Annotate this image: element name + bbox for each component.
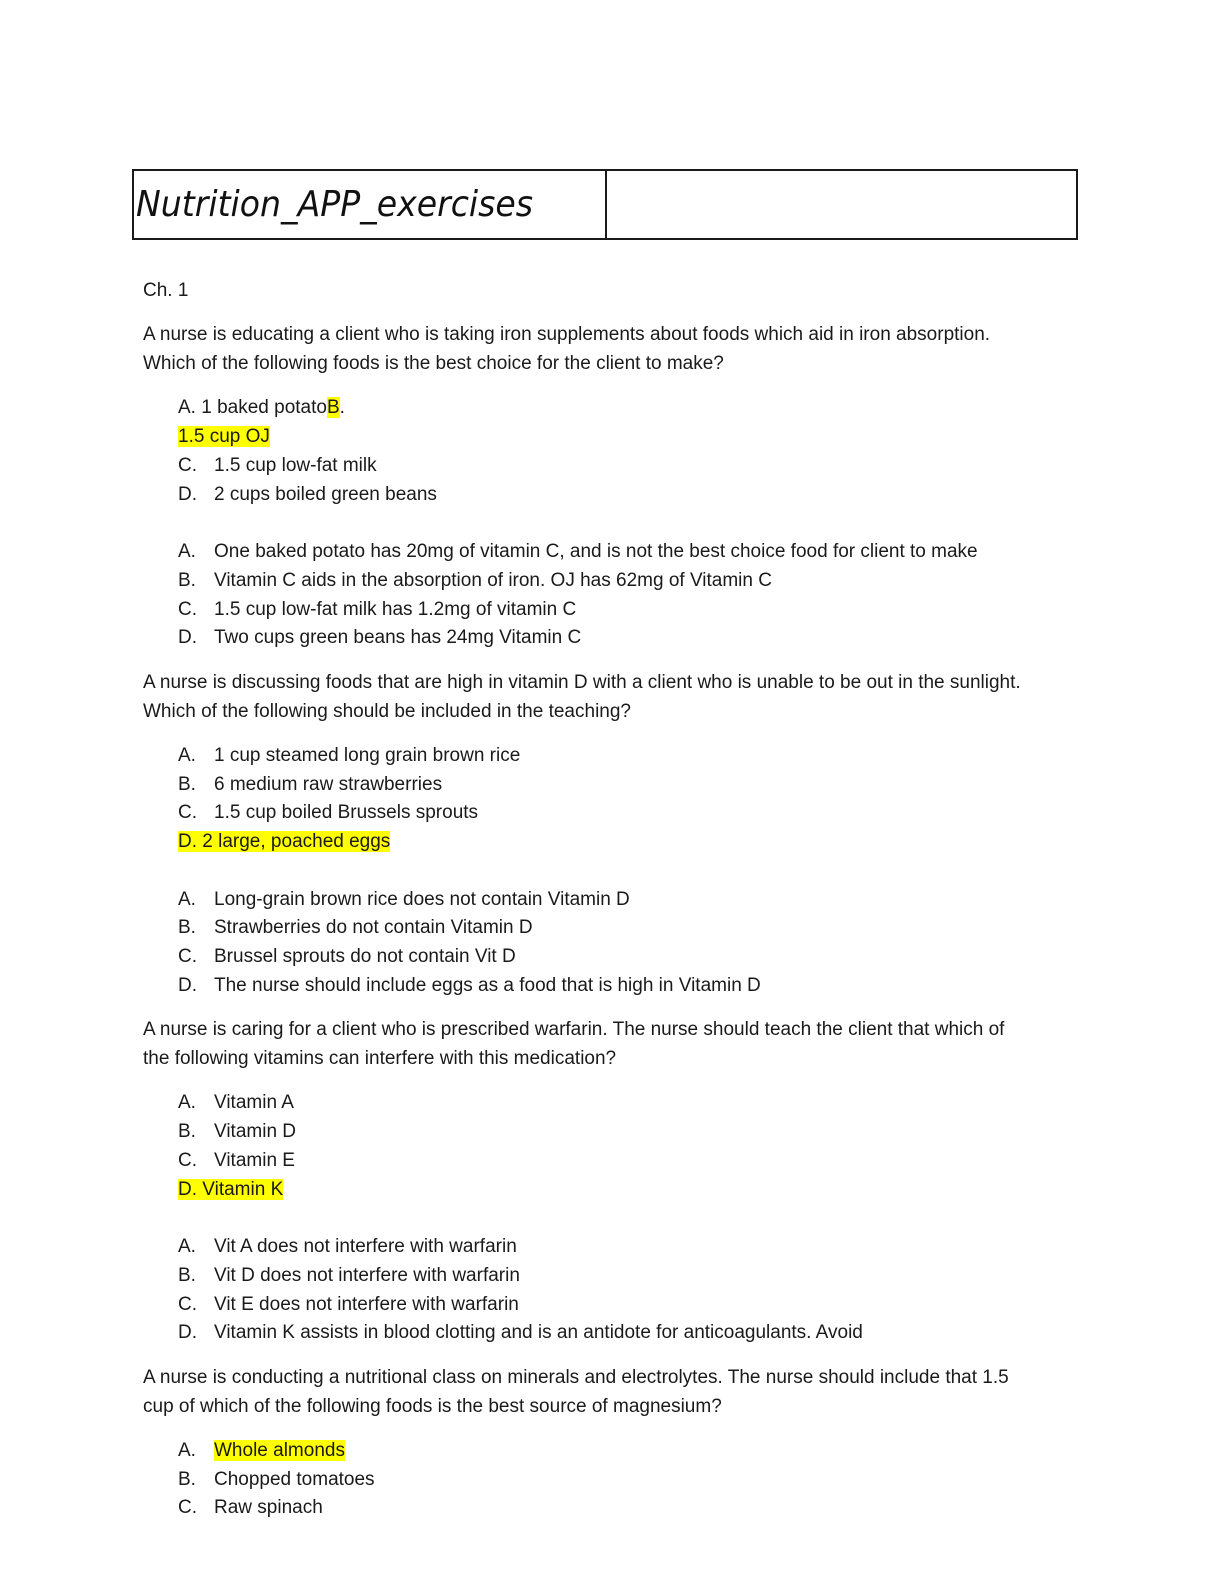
option-text: Vitamin E bbox=[214, 1149, 295, 1171]
correct-answer-highlight: Whole almonds bbox=[214, 1439, 345, 1461]
rationale-letter: B. bbox=[178, 569, 196, 591]
option-a bbox=[143, 1437, 1073, 1466]
option-text: Vitamin A bbox=[214, 1092, 294, 1114]
correct-answer-highlight: D. Vitamin K bbox=[178, 1178, 284, 1200]
question-stem-line: A nurse is conducting a nutritional class on minerals and electrolytes. The nurse should include that 1.5 bbox=[143, 1366, 1009, 1388]
option-text: 1.5 cup low-fat milk bbox=[214, 454, 377, 476]
title-empty-cell bbox=[607, 171, 1076, 238]
option-letter: C. bbox=[178, 1497, 197, 1519]
question-stem-line: A nurse is educating a client who is taking iron supplements about foods which aid in iron absorption. bbox=[143, 324, 991, 346]
option-a bbox=[143, 1089, 1073, 1118]
title-table bbox=[132, 169, 1078, 240]
rationale-text: Vit D does not interfere with warfarin bbox=[214, 1264, 520, 1286]
option-letter: C. bbox=[178, 454, 197, 476]
rationale-text: Brussel sprouts do not contain Vit D bbox=[214, 946, 516, 968]
rationale-text: Two cups green beans has 24mg Vitamin C bbox=[214, 627, 582, 649]
rationale-text: Strawberries do not contain Vitamin D bbox=[214, 917, 533, 939]
correct-answer-highlight: D. 2 large, poached eggs bbox=[178, 831, 391, 853]
option-c bbox=[143, 1147, 1073, 1176]
rationale-text: 1.5 cup low-fat milk has 1.2mg of vitamin C bbox=[214, 598, 577, 620]
rationale-letter: D. bbox=[178, 974, 197, 996]
question-stem-line: Which of the following should be included in the teaching? bbox=[143, 700, 631, 722]
question-stem-line: Which of the following foods is the best choice for the client to make? bbox=[143, 353, 724, 375]
option-d bbox=[143, 481, 1073, 510]
question-1 bbox=[143, 321, 1073, 653]
option-a-trailing: . bbox=[339, 397, 345, 419]
question-stem-line: A nurse is caring for a client who is prescribed warfarin. The nurse should teach the client that which of bbox=[143, 1019, 1005, 1041]
option-b bbox=[143, 771, 1073, 800]
rationale-letter: A. bbox=[178, 1236, 196, 1258]
option-d bbox=[143, 828, 1073, 857]
rationale-letter: C. bbox=[178, 598, 197, 620]
option-letter: C. bbox=[178, 1149, 197, 1171]
rationale-d bbox=[143, 972, 1073, 1001]
option-a bbox=[143, 742, 1073, 771]
option-c bbox=[143, 799, 1073, 828]
option-text: 1 cup steamed long grain brown rice bbox=[214, 744, 521, 766]
rationale-letter: C. bbox=[178, 946, 197, 968]
rationale-c bbox=[143, 943, 1073, 972]
rationale-c bbox=[143, 596, 1073, 625]
correct-answer-highlight: 1.5 cup OJ bbox=[178, 426, 270, 448]
rationale-text: Vit A does not interfere with warfarin bbox=[214, 1236, 517, 1258]
chapter-heading: Ch. 1 bbox=[143, 280, 189, 301]
option-text: Chopped tomatoes bbox=[214, 1468, 375, 1490]
rationale-a bbox=[143, 886, 1073, 915]
question-stem-line: the following vitamins can interfere with this medication? bbox=[143, 1048, 617, 1070]
rationale-text: One baked potato has 20mg of vitamin C, and is not the best choice food for client to make bbox=[214, 541, 978, 563]
option-b bbox=[143, 423, 1073, 452]
rationale-b bbox=[143, 567, 1073, 596]
rationale-c bbox=[143, 1291, 1073, 1320]
option-c bbox=[143, 1494, 1073, 1523]
question-stem-line: cup of which of the following foods is the best source of magnesium? bbox=[143, 1395, 722, 1417]
option-b bbox=[143, 1466, 1073, 1495]
rationale-d bbox=[143, 1319, 1073, 1348]
rationale-letter: D. bbox=[178, 1322, 197, 1344]
document-title: Nutrition_APP_exercises bbox=[136, 184, 534, 225]
rationale-b bbox=[143, 914, 1073, 943]
question-4 bbox=[143, 1364, 1073, 1523]
option-letter: B. bbox=[178, 1468, 196, 1490]
option-letter: C. bbox=[178, 802, 197, 824]
option-c bbox=[143, 452, 1073, 481]
option-letter: A. bbox=[178, 744, 196, 766]
rationale-letter: A. bbox=[178, 541, 196, 563]
option-b-letter-highlight: B bbox=[326, 397, 340, 419]
rationale-letter: B. bbox=[178, 917, 196, 939]
rationale-text: Vitamin K assists in blood clotting and is an antidote for anticoagulants. Avoid bbox=[214, 1322, 863, 1344]
rationale-letter: B. bbox=[178, 1264, 196, 1286]
option-letter: A. bbox=[178, 1439, 196, 1461]
option-letter: B. bbox=[178, 773, 196, 795]
option-text: 6 medium raw strawberries bbox=[214, 773, 443, 795]
rationale-b bbox=[143, 1262, 1073, 1291]
document-body bbox=[143, 277, 1073, 1523]
rationale-letter: D. bbox=[178, 627, 197, 649]
option-text: 2 cups boiled green beans bbox=[214, 483, 437, 505]
rationale-d bbox=[143, 624, 1073, 653]
option-a bbox=[143, 394, 1073, 423]
rationale-text: Long-grain brown rice does not contain Vitamin D bbox=[214, 888, 630, 910]
option-b bbox=[143, 1118, 1073, 1147]
option-letter: D. bbox=[178, 483, 197, 505]
option-text: Vitamin D bbox=[214, 1121, 297, 1143]
option-letter: B. bbox=[178, 1121, 196, 1143]
rationale-text: Vit E does not interfere with warfarin bbox=[214, 1293, 519, 1315]
rationale-letter: C. bbox=[178, 1293, 197, 1315]
question-stem-line: A nurse is discussing foods that are high in vitamin D with a client who is unable to be out in the sunlight. bbox=[143, 671, 1021, 693]
title-cell bbox=[134, 171, 607, 238]
rationale-a bbox=[143, 1233, 1073, 1262]
option-d bbox=[143, 1176, 1073, 1205]
rationale-text: The nurse should include eggs as a food that is high in Vitamin D bbox=[214, 974, 761, 996]
rationale-text: Vitamin C aids in the absorption of iron. OJ has 62mg of Vitamin C bbox=[214, 569, 772, 591]
option-letter: A. bbox=[178, 1092, 196, 1114]
question-2 bbox=[143, 669, 1073, 1001]
option-text: 1.5 cup boiled Brussels sprouts bbox=[214, 802, 479, 824]
rationale-letter: A. bbox=[178, 888, 196, 910]
question-3 bbox=[143, 1016, 1073, 1348]
option-text: Raw spinach bbox=[214, 1497, 323, 1519]
rationale-a bbox=[143, 538, 1073, 567]
option-text: A. 1 baked potato bbox=[178, 397, 327, 419]
